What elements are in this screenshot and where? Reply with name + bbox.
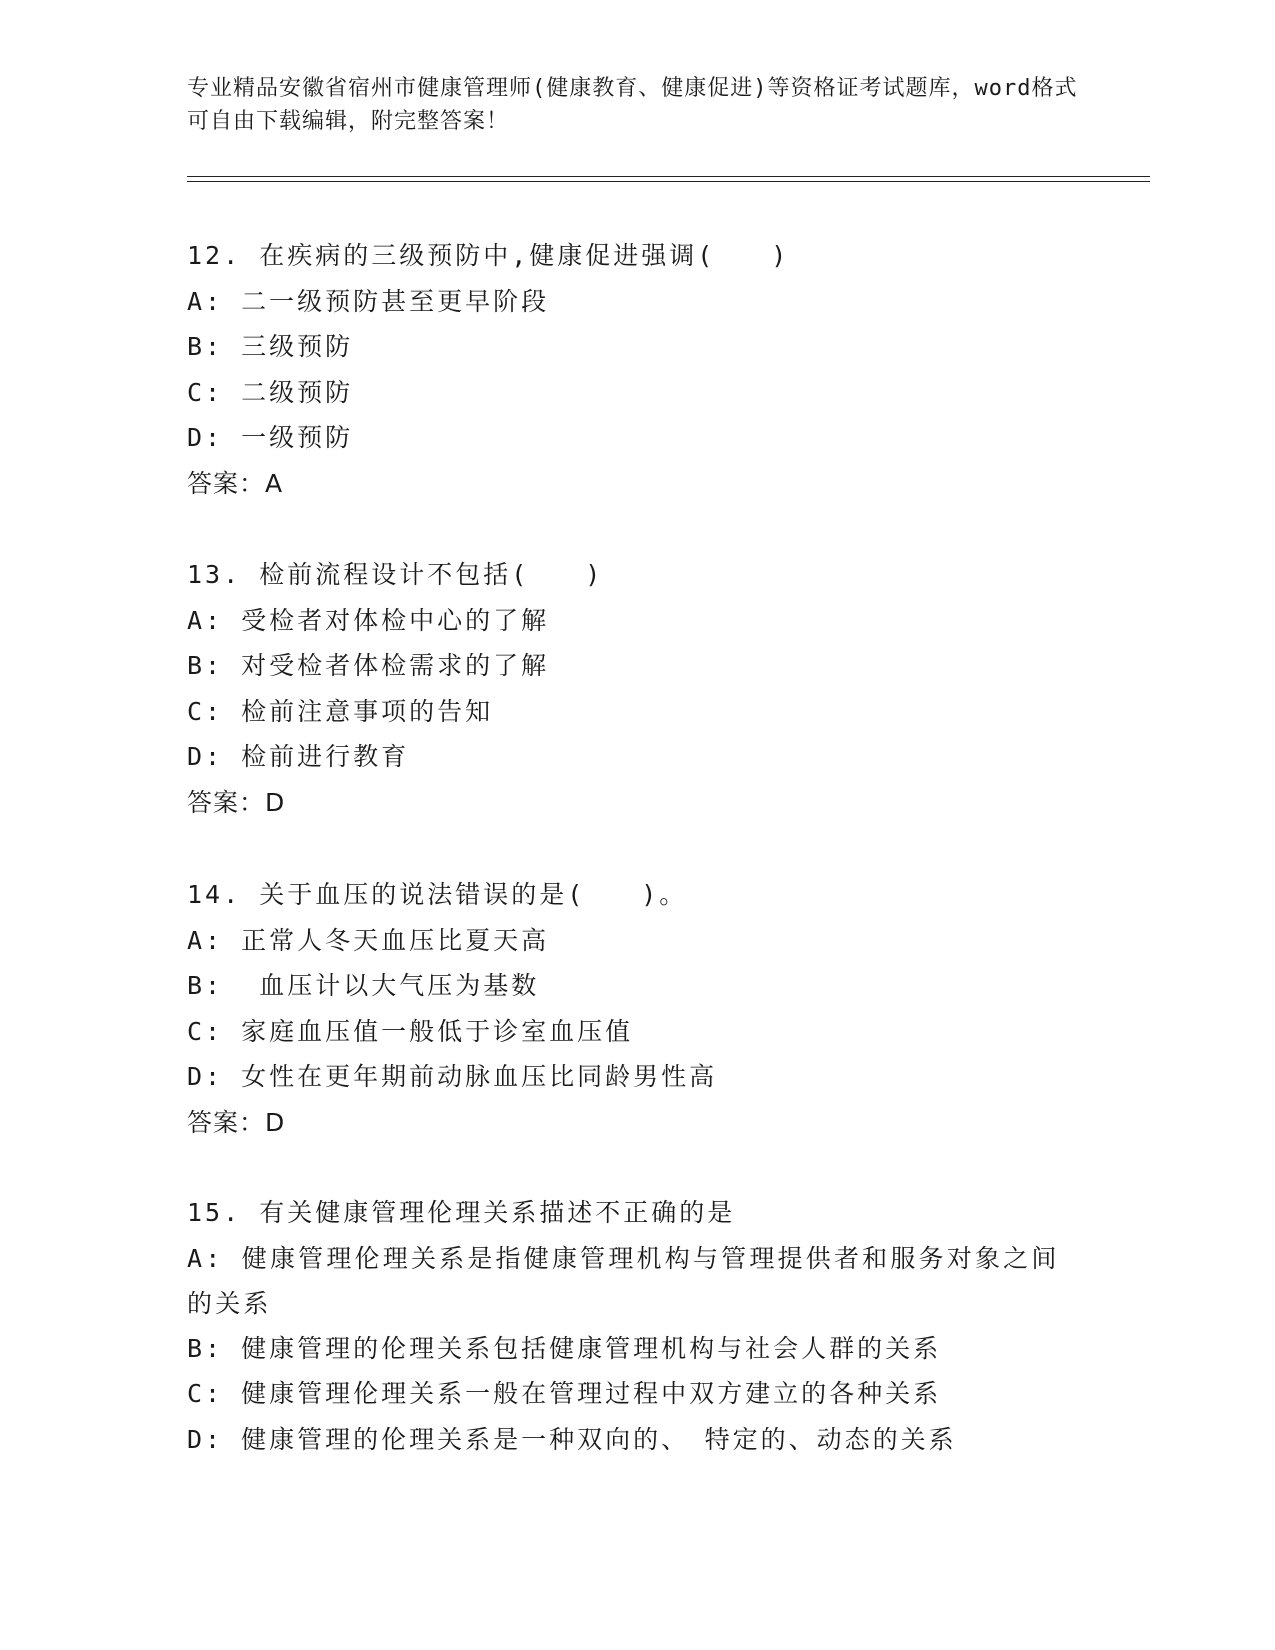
option-b: B: 健康管理的伦理关系包括健康管理机构与社会人群的关系 bbox=[187, 1333, 942, 1363]
option-d: D: 一级预防 bbox=[187, 423, 354, 452]
option-c: C: 健康管理伦理关系一般在管理过程中双方建立的各种关系 bbox=[187, 1379, 942, 1408]
option-d: D: 女性在更年期前动脉血压比同龄男性高 bbox=[187, 1062, 718, 1091]
option-a: A: 健康管理伦理关系是指健康管理机构与管理提供者和服务对象之间的关系 bbox=[187, 1243, 1060, 1318]
question-14 bbox=[187, 872, 1087, 1145]
question-12 bbox=[187, 233, 1087, 506]
question-stem: 12. 在疾病的三级预防中,健康促进强调( ) bbox=[187, 241, 790, 270]
question-stem: 14. 关于血压的说法错误的是( )。 bbox=[187, 880, 688, 909]
header-text: 专业精品安徽省宿州市健康管理师(健康教育、健康促进)等资格证考试题库，word格式可自由下载编辑，附完整答案！ bbox=[187, 76, 1078, 134]
option-b: B: 对受检者体检需求的了解 bbox=[187, 651, 550, 680]
option-c: C: 二级预防 bbox=[187, 377, 354, 407]
option-a: A: 二一级预防甚至更早阶段 bbox=[187, 286, 550, 316]
option-a: A: 受检者对体检中心的了解 bbox=[187, 605, 550, 635]
answer: 答案：D bbox=[187, 1107, 286, 1137]
answer: 答案：A bbox=[187, 468, 284, 498]
option-d: D: 健康管理的伦理关系是一种双向的、 特定的、动态的关系 bbox=[187, 1424, 957, 1454]
header-divider-top bbox=[187, 176, 1150, 177]
question-15 bbox=[187, 1190, 1087, 1462]
answer: 答案：D bbox=[187, 787, 286, 817]
option-d: D: 检前进行教育 bbox=[187, 742, 410, 771]
option-b: B: 血压计以大气压为基数 bbox=[187, 971, 540, 1000]
option-c: C: 检前注意事项的告知 bbox=[187, 696, 494, 726]
document-header bbox=[187, 72, 1087, 138]
header-divider-bottom bbox=[187, 181, 1150, 182]
question-13 bbox=[187, 552, 1087, 825]
option-a: A: 正常人冬天血压比夏天高 bbox=[187, 925, 550, 955]
question-stem: 13. 检前流程设计不包括( ) bbox=[187, 560, 604, 589]
option-c: C: 家庭血压值一般低于诊室血压值 bbox=[187, 1016, 634, 1046]
option-b: B: 三级预防 bbox=[187, 332, 354, 361]
question-stem: 15. 有关健康管理伦理关系描述不正确的是 bbox=[187, 1198, 736, 1227]
